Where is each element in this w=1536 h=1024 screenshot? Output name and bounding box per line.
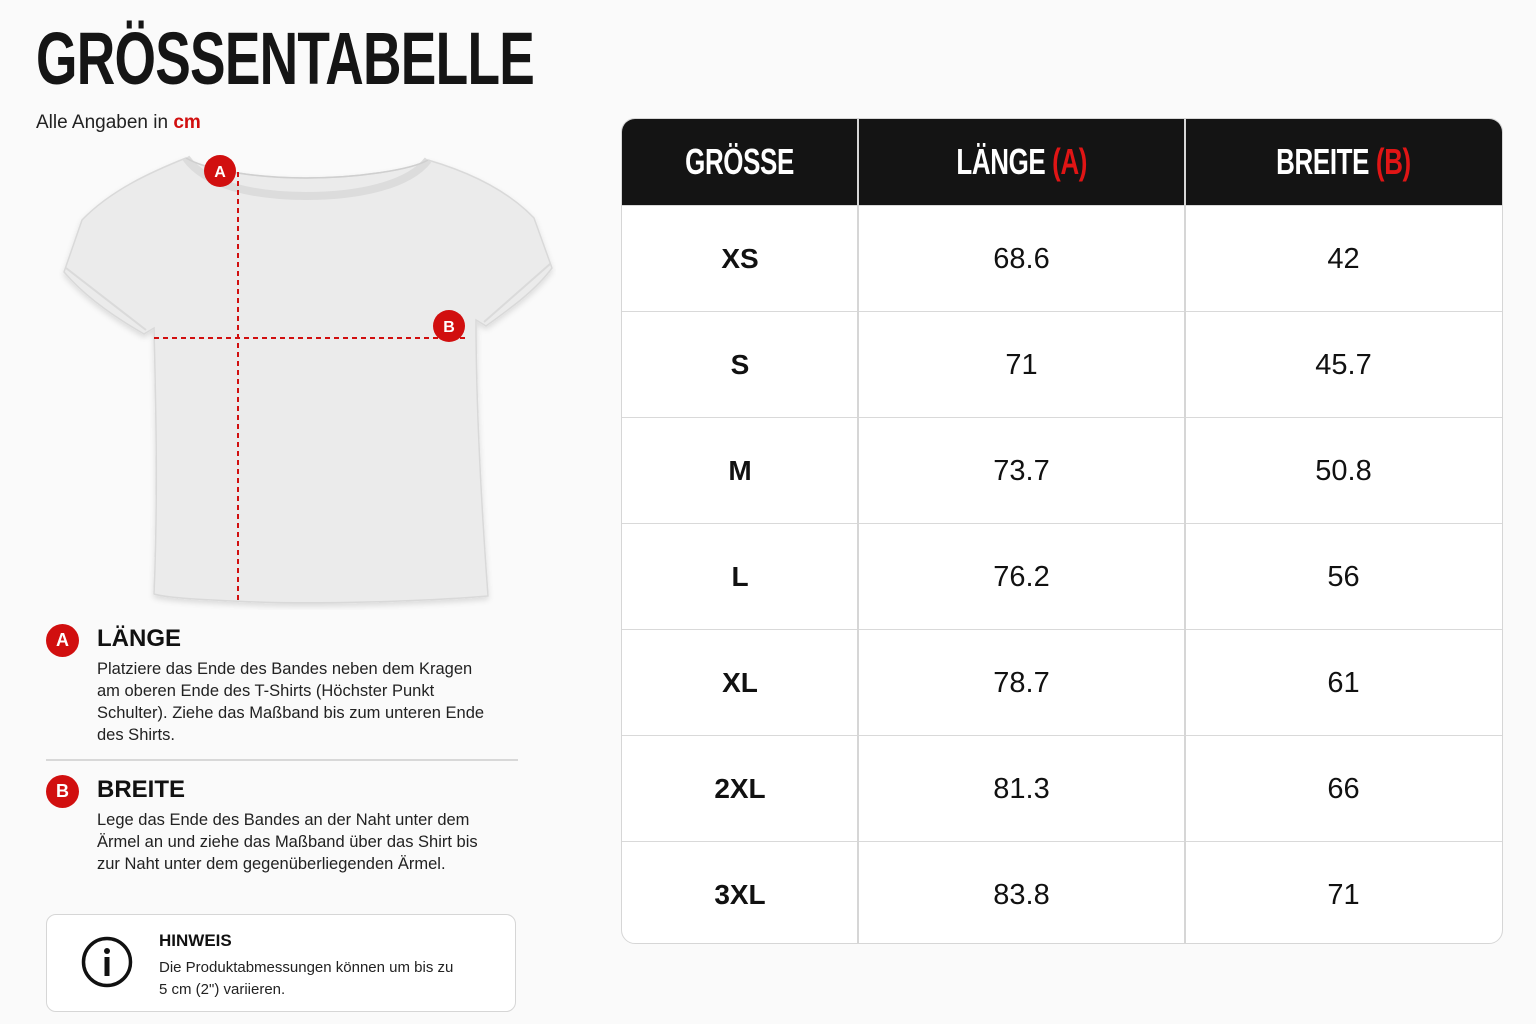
length-cell: 73.7 (993, 454, 1050, 487)
header-width-text: BREITE (1276, 141, 1370, 182)
table-row (622, 735, 1502, 841)
table-row (622, 523, 1502, 629)
tshirt-illustration (56, 150, 556, 610)
size-cell: M (728, 455, 752, 486)
subtitle-text: Alle Angaben in (36, 112, 169, 133)
size-table (621, 118, 1503, 944)
length-cell: 71 (1005, 348, 1038, 381)
table-row (622, 205, 1502, 311)
length-cell: 78.7 (993, 666, 1050, 699)
length-cell: 76.2 (993, 560, 1050, 593)
width-cell: 71 (1327, 878, 1360, 911)
header-width-label (1276, 141, 1411, 183)
header-length-tag: (A) (1051, 141, 1087, 182)
size-cell: L (731, 561, 749, 592)
note-box (46, 914, 516, 1012)
measure-width-title: BREITE (97, 776, 186, 803)
width-cell: 50.8 (1315, 454, 1372, 487)
marker-a-label: A (214, 164, 226, 181)
tshirt-diagram (56, 150, 556, 610)
header-length-label (956, 141, 1087, 183)
width-cell: 45.7 (1315, 348, 1372, 381)
header-width-tag: (B) (1375, 141, 1411, 182)
measure-length-title: LÄNGE (97, 625, 181, 652)
table-row (622, 841, 1502, 944)
marker-b-badge (433, 310, 465, 342)
table-row (622, 311, 1502, 417)
measure-width-section (46, 775, 518, 905)
subtitle-unit: cm (173, 112, 201, 133)
marker-a-badge (204, 155, 236, 187)
page-title: GRÖSSENTABELLE (36, 17, 535, 100)
header-length-text: LÄNGE (956, 141, 1046, 182)
width-cell: 66 (1327, 772, 1360, 805)
size-cell: 2XL (714, 773, 766, 804)
measure-length-text: Platziere das Ende des Bandes neben dem Kragen am oberen Ende des T-Shirts (Höchster Punkt Schulter). Ziehe das Maßband bis zum unteren Ende des Shirts. (97, 660, 485, 744)
table-row (622, 417, 1502, 523)
marker-b-label: B (443, 319, 455, 336)
measure-length-section (46, 624, 518, 754)
header-size (622, 119, 858, 205)
section-divider (46, 759, 518, 761)
column-divider (1184, 119, 1186, 943)
header-size-label: GRÖSSE (685, 141, 795, 182)
header-width (1185, 119, 1502, 205)
column-divider (857, 119, 859, 943)
size-cell: XS (721, 243, 759, 274)
width-cell: 61 (1327, 666, 1360, 699)
note-title: HINWEIS (159, 931, 232, 950)
header-length (858, 119, 1185, 205)
length-cell: 81.3 (993, 772, 1050, 805)
tshirt-body (64, 158, 552, 603)
width-cell: 56 (1327, 560, 1360, 593)
size-cell: XL (722, 667, 758, 698)
note-text: Die Produktabmessungen können um bis zu 5 cm (2") variieren. (159, 959, 454, 998)
page-subtitle (36, 112, 201, 134)
info-icon (81, 936, 133, 988)
length-cell: 83.8 (993, 878, 1050, 911)
size-cell: S (730, 349, 750, 380)
badge-b: B (46, 775, 79, 808)
width-cell: 42 (1327, 242, 1360, 275)
measure-width-text: Lege das Ende des Bandes an der Naht unter dem Ärmel an und ziehe das Maßband über das Shirt bis zur Naht unter dem gegenüberliegenden Ärmel. (97, 811, 478, 873)
length-cell: 68.6 (993, 242, 1050, 275)
table-header (622, 119, 1502, 205)
badge-a: A (46, 624, 79, 657)
size-cell: 3XL (714, 879, 766, 910)
table-row (622, 629, 1502, 735)
